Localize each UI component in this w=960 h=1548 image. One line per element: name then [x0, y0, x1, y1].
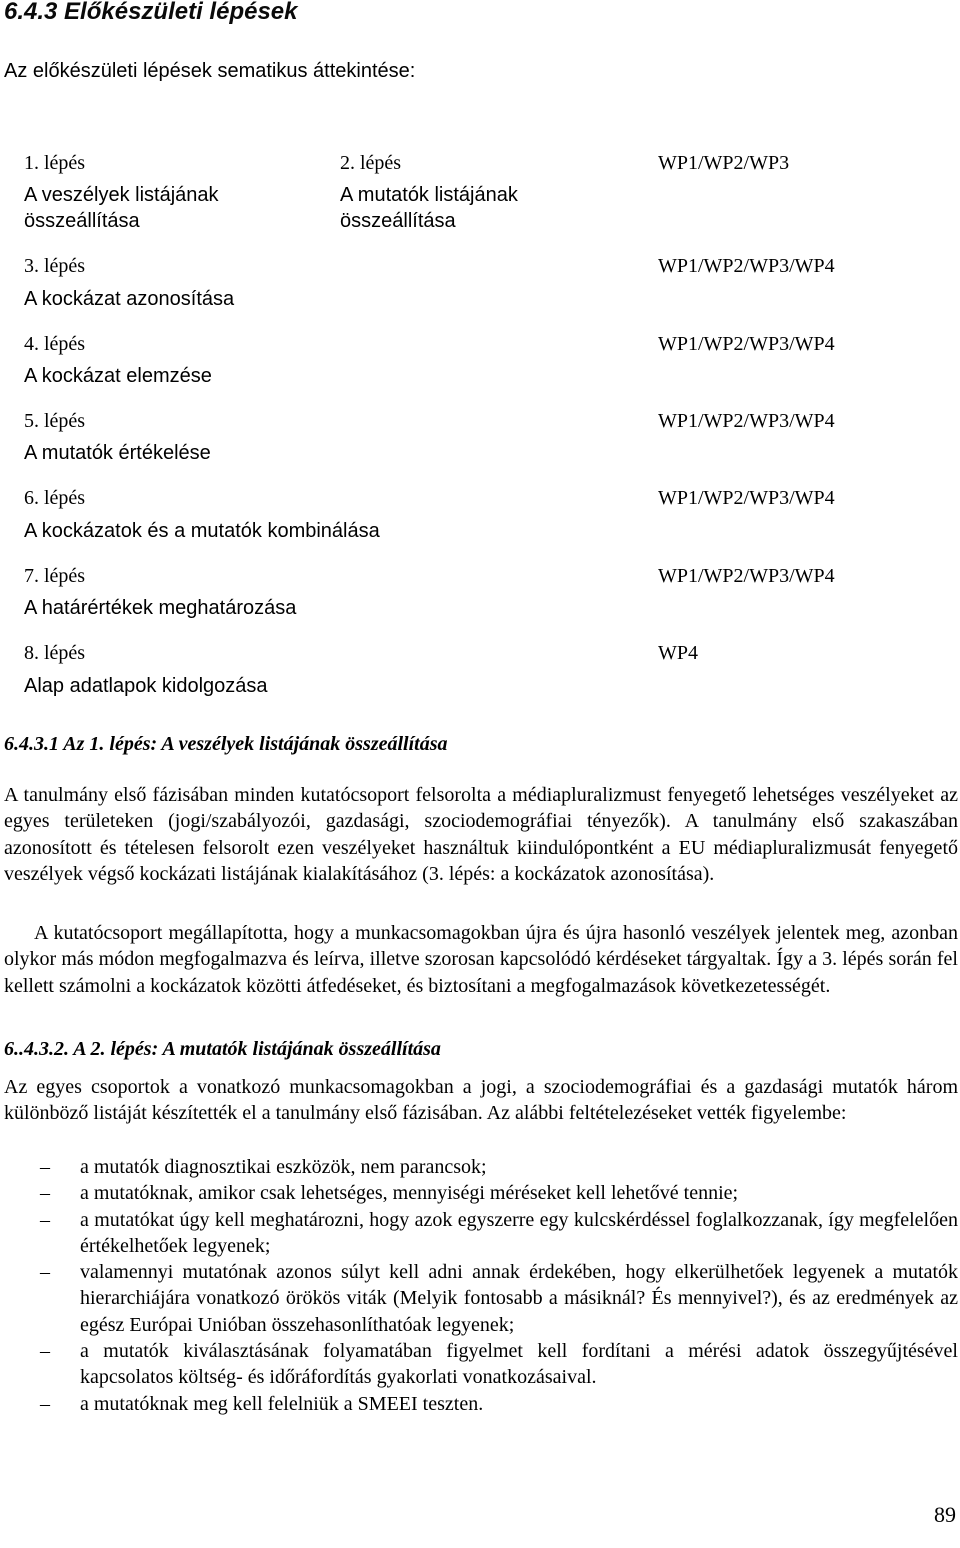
- step-8-label: 8. lépés: [24, 642, 86, 664]
- dash-bullet: –: [40, 1392, 50, 1415]
- step-2-title-line2: összeállítása: [340, 210, 456, 232]
- list-item-text: a mutatóknak meg kell felelniük a SMEEI teszten.: [80, 1392, 484, 1415]
- list-item-text: a mutatók diagnosztikai eszközök, nem parancsok;: [80, 1156, 487, 1178]
- step-6-wp: WP1/WP2/WP3/WP4: [658, 487, 835, 509]
- step-5-label: 5. lépés: [24, 410, 86, 432]
- intro-text: Az előkészületi lépések sematikus áttekintése:: [4, 60, 416, 82]
- dash-bullet: –: [40, 1182, 50, 1205]
- subsection-1-paragraph-1: A tanulmány első fázisában minden kutatócsoport felsorolta a médiapluralizmust fenyegető lehetséges veszélyeket az egyes területeken (jogi/szabályozói, gazdasági, szociodemográfiai tényezők). A tanulmány első szakaszában azonosított és tételesen felsorolt ezen veszélyeket használtuk kiindulópontként a EU médiapluralizmusát fenyegető veszélyek végső kockázati listájának kialakításához (3. lépés: a kockázatok azonosítása).: [4, 784, 958, 885]
- step-1-2-wp: WP1/WP2/WP3: [658, 152, 790, 174]
- list-item: [4, 1259, 958, 1338]
- subsection-1-paragraph-2: A kutatócsoport megállapította, hogy a munkacsomagokban újra és újra hasonló veszélyek jelentek meg, azonban olykor más módon megfogalmazva és leírva, illetve szorosan kapcsolódó kérdéseket tárgyaltak. Így a 3. lépés során fel kellett számolni a kockázatok közötti átfedéseket, és biztosítani a megfogalmazások következetességét.: [4, 922, 958, 997]
- list-item: [4, 1338, 958, 1391]
- step-7-title: A határértékek meghatározása: [24, 597, 297, 619]
- dash-bullet: –: [40, 1156, 50, 1178]
- list-item: [4, 1180, 958, 1206]
- subsection-2-paragraph-1: Az egyes csoportok a vonatkozó munkacsomagokban a jogi, a szociodemográfiai és a gazdasági mutatók három különböző listáját készítették el a tanulmány első fázisában. Az alábbi feltételezéseket vették figyelembe:: [4, 1076, 958, 1125]
- subsection-1-heading: 6.4.3.1 Az 1. lépés: A veszélyek listájának összeállítása: [4, 733, 448, 755]
- step-4-label: 4. lépés: [24, 333, 86, 355]
- step-2-title-line1: A mutatók listájának: [340, 184, 518, 206]
- step-3-wp: WP1/WP2/WP3/WP4: [658, 255, 835, 277]
- list-item-text: a mutatókat úgy kell meghatározni, hogy azok egyszerre egy kulcskérdéssel foglalkozzanak, így megfelelően értékelhetőek legyenek;: [80, 1208, 958, 1257]
- step-2-label: 2. lépés: [340, 152, 402, 174]
- step-3-title: A kockázat azonosítása: [24, 288, 235, 310]
- section-title: 6.4.3 Előkészületi lépések: [4, 0, 298, 25]
- dash-bullet: –: [40, 1261, 50, 1284]
- step-6-label: 6. lépés: [24, 487, 86, 509]
- step-8-title: Alap adatlapok kidolgozása: [24, 675, 268, 697]
- list-item: [4, 1207, 958, 1260]
- page-number: 89: [934, 1502, 956, 1527]
- step-3-label: 3. lépés: [24, 255, 86, 277]
- step-1-label: 1. lépés: [24, 152, 86, 174]
- step-1-title-line2: összeállítása: [24, 210, 140, 232]
- step-1-title-line1: A veszélyek listájának: [24, 184, 219, 206]
- subsection-2-heading: 6..4.3.2. A 2. lépés: A mutatók listájának összeállítása: [4, 1038, 441, 1060]
- list-item-text: a mutatók kiválasztásának folyamatában figyelmet kell fordítani a mérési adatok összegyűjtésével kapcsolatos költség- és időráfordítás gyakorlati vonatkozásaival.: [80, 1340, 958, 1389]
- list-item-text: a mutatóknak, amikor csak lehetséges, mennyiségi méréseket kell lehetővé tennie;: [80, 1182, 739, 1205]
- step-5-wp: WP1/WP2/WP3/WP4: [658, 410, 835, 432]
- dash-bullet: –: [40, 1340, 50, 1363]
- list-item: [4, 1154, 958, 1180]
- list-item-text: valamennyi mutatónak azonos súlyt kell adni annak érdekében, hogy elkerülhetőek legyenek a mutatók hierarchiájára vonatkozó örökös viták (Melyik fontosabb a másiknál? És mennyivel?), és az eredmények az egész Európai Unióban összehasonlíthatóak legyenek;: [80, 1261, 958, 1336]
- list-item: [4, 1391, 958, 1417]
- step-4-title: A kockázat elemzése: [24, 365, 212, 387]
- dash-bullet: –: [40, 1208, 50, 1231]
- step-8-wp: WP4: [658, 642, 698, 664]
- step-4-wp: WP1/WP2/WP3/WP4: [658, 333, 835, 355]
- step-6-title: A kockázatok és a mutatók kombinálása: [24, 520, 380, 542]
- assumptions-list: [4, 1154, 958, 1417]
- step-5-title: A mutatók értékelése: [24, 442, 211, 464]
- step-7-wp: WP1/WP2/WP3/WP4: [658, 565, 835, 587]
- step-7-label: 7. lépés: [24, 565, 86, 587]
